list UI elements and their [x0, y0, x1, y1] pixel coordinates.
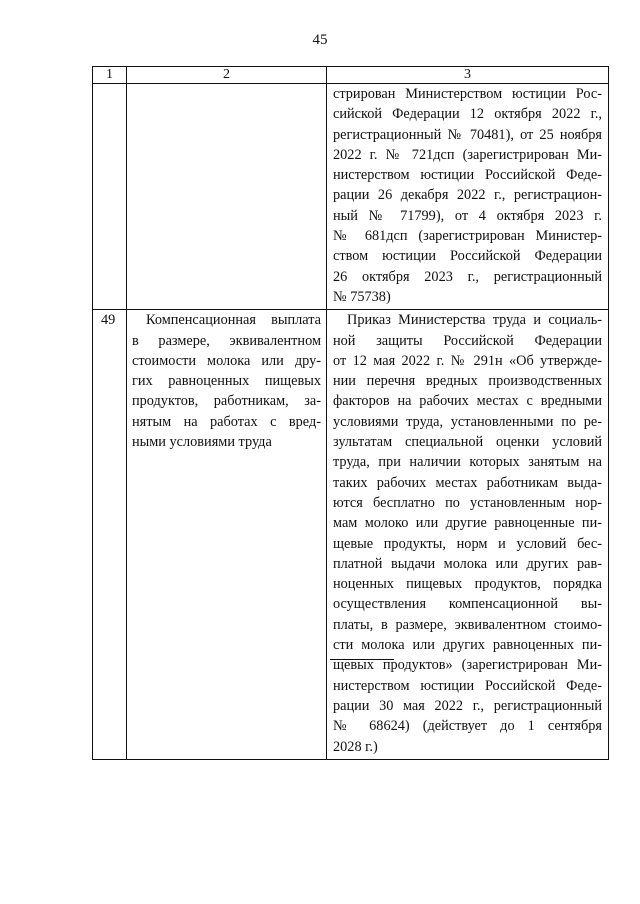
text-line: № 75738) [333, 288, 391, 305]
text-line: 26 октября 2023 г., регистрационный [333, 268, 602, 285]
text-line: нистерством юстиции Российской Феде- [333, 167, 602, 184]
text-line: ются бесплатно по установленным нор- [333, 494, 602, 511]
text-line: сти молока или других равноценных пи- [333, 637, 602, 654]
text-line: платной выдачи молока или других рав- [333, 555, 602, 572]
row-number-cell: 49 [93, 310, 127, 760]
text-line: зультатам специальной оценки условий [333, 434, 602, 451]
text-line: стоимости молока или дру- [132, 352, 321, 369]
text-line: гих равноценных пищевых [132, 373, 321, 390]
document-table [92, 66, 609, 760]
text-line: в размере, эквивалентном [132, 332, 321, 349]
text-line: щевых продуктов» (зарегистрирован Ми- [333, 657, 602, 674]
text-line: продуктов, работникам, за- [132, 393, 321, 410]
text-line: нистерством юстиции Российской Феде- [333, 677, 602, 694]
end-separator-line [330, 659, 394, 660]
text-line: регистрационный № 70481), от 25 ноября [333, 126, 602, 143]
text-line: осуществления компенсационной вы- [333, 596, 602, 613]
text-line: факторов на рабочих местах с вредными [333, 393, 602, 410]
table-header-row [93, 67, 609, 84]
text-line: 2022 г. № 721дсп (зарегистрирован Ми- [333, 146, 602, 163]
page-number: 45 [312, 32, 328, 48]
text-line: щевые продукты, норм и условий бес- [333, 535, 602, 552]
text-line: таких рабочих местах работникам выда- [333, 474, 602, 491]
text-line: платы, в размере, эквивалентном стоимо- [333, 616, 602, 633]
legal-reference-cell [327, 310, 609, 760]
header-col-3: 3 [327, 67, 609, 84]
text-line: Компенсационная выплата [146, 312, 321, 329]
header-col-1: 1 [93, 67, 127, 84]
text-line: ный № 71799), от 4 октября 2023 г. [333, 207, 602, 224]
continuation-number-cell [93, 84, 127, 310]
text-line: от 12 мая 2022 г. № 291н «Об утвержде- [333, 352, 602, 369]
text-line: условиями труда, установленными по ре- [333, 413, 602, 430]
text-line: нятым на работах с вред- [132, 413, 321, 430]
table-row-49 [93, 310, 609, 760]
text-line: ной защиты Российской Федерации [333, 332, 602, 349]
text-line: труда, при наличии которых занятым на [333, 454, 602, 471]
text-line: мам молоко или другие равноценные пи- [333, 515, 602, 532]
table-row-continuation [93, 84, 609, 310]
text-line: сийской Федерации 12 октября 2022 г., [333, 106, 602, 123]
text-line: нии перечня вредных производственных [333, 373, 602, 390]
text-line: № 681дсп (зарегистрирован Министер- [333, 228, 602, 245]
text-line: рации 30 мая 2022 г., регистрационный [333, 697, 602, 714]
text-line: № 68624) (действует до 1 сентября [333, 718, 602, 735]
text-line: ными условиями труда [132, 434, 272, 451]
text-line: ноценных пищевых продуктов, порядка [333, 576, 602, 593]
text-line: рации 26 декабря 2022 г., регистрацион- [333, 187, 602, 204]
continuation-name-cell [127, 84, 327, 310]
continuation-reference-cell [327, 84, 609, 310]
text-line: стрирован Министерством юстиции Рос- [333, 86, 602, 102]
header-col-2: 2 [127, 67, 327, 84]
text-line: ством юстиции Российской Федерации [333, 248, 602, 265]
payment-name-cell [127, 310, 327, 760]
text-line: Приказ Министерства труда и социаль- [347, 312, 602, 329]
text-line: 2028 г.) [333, 738, 378, 755]
